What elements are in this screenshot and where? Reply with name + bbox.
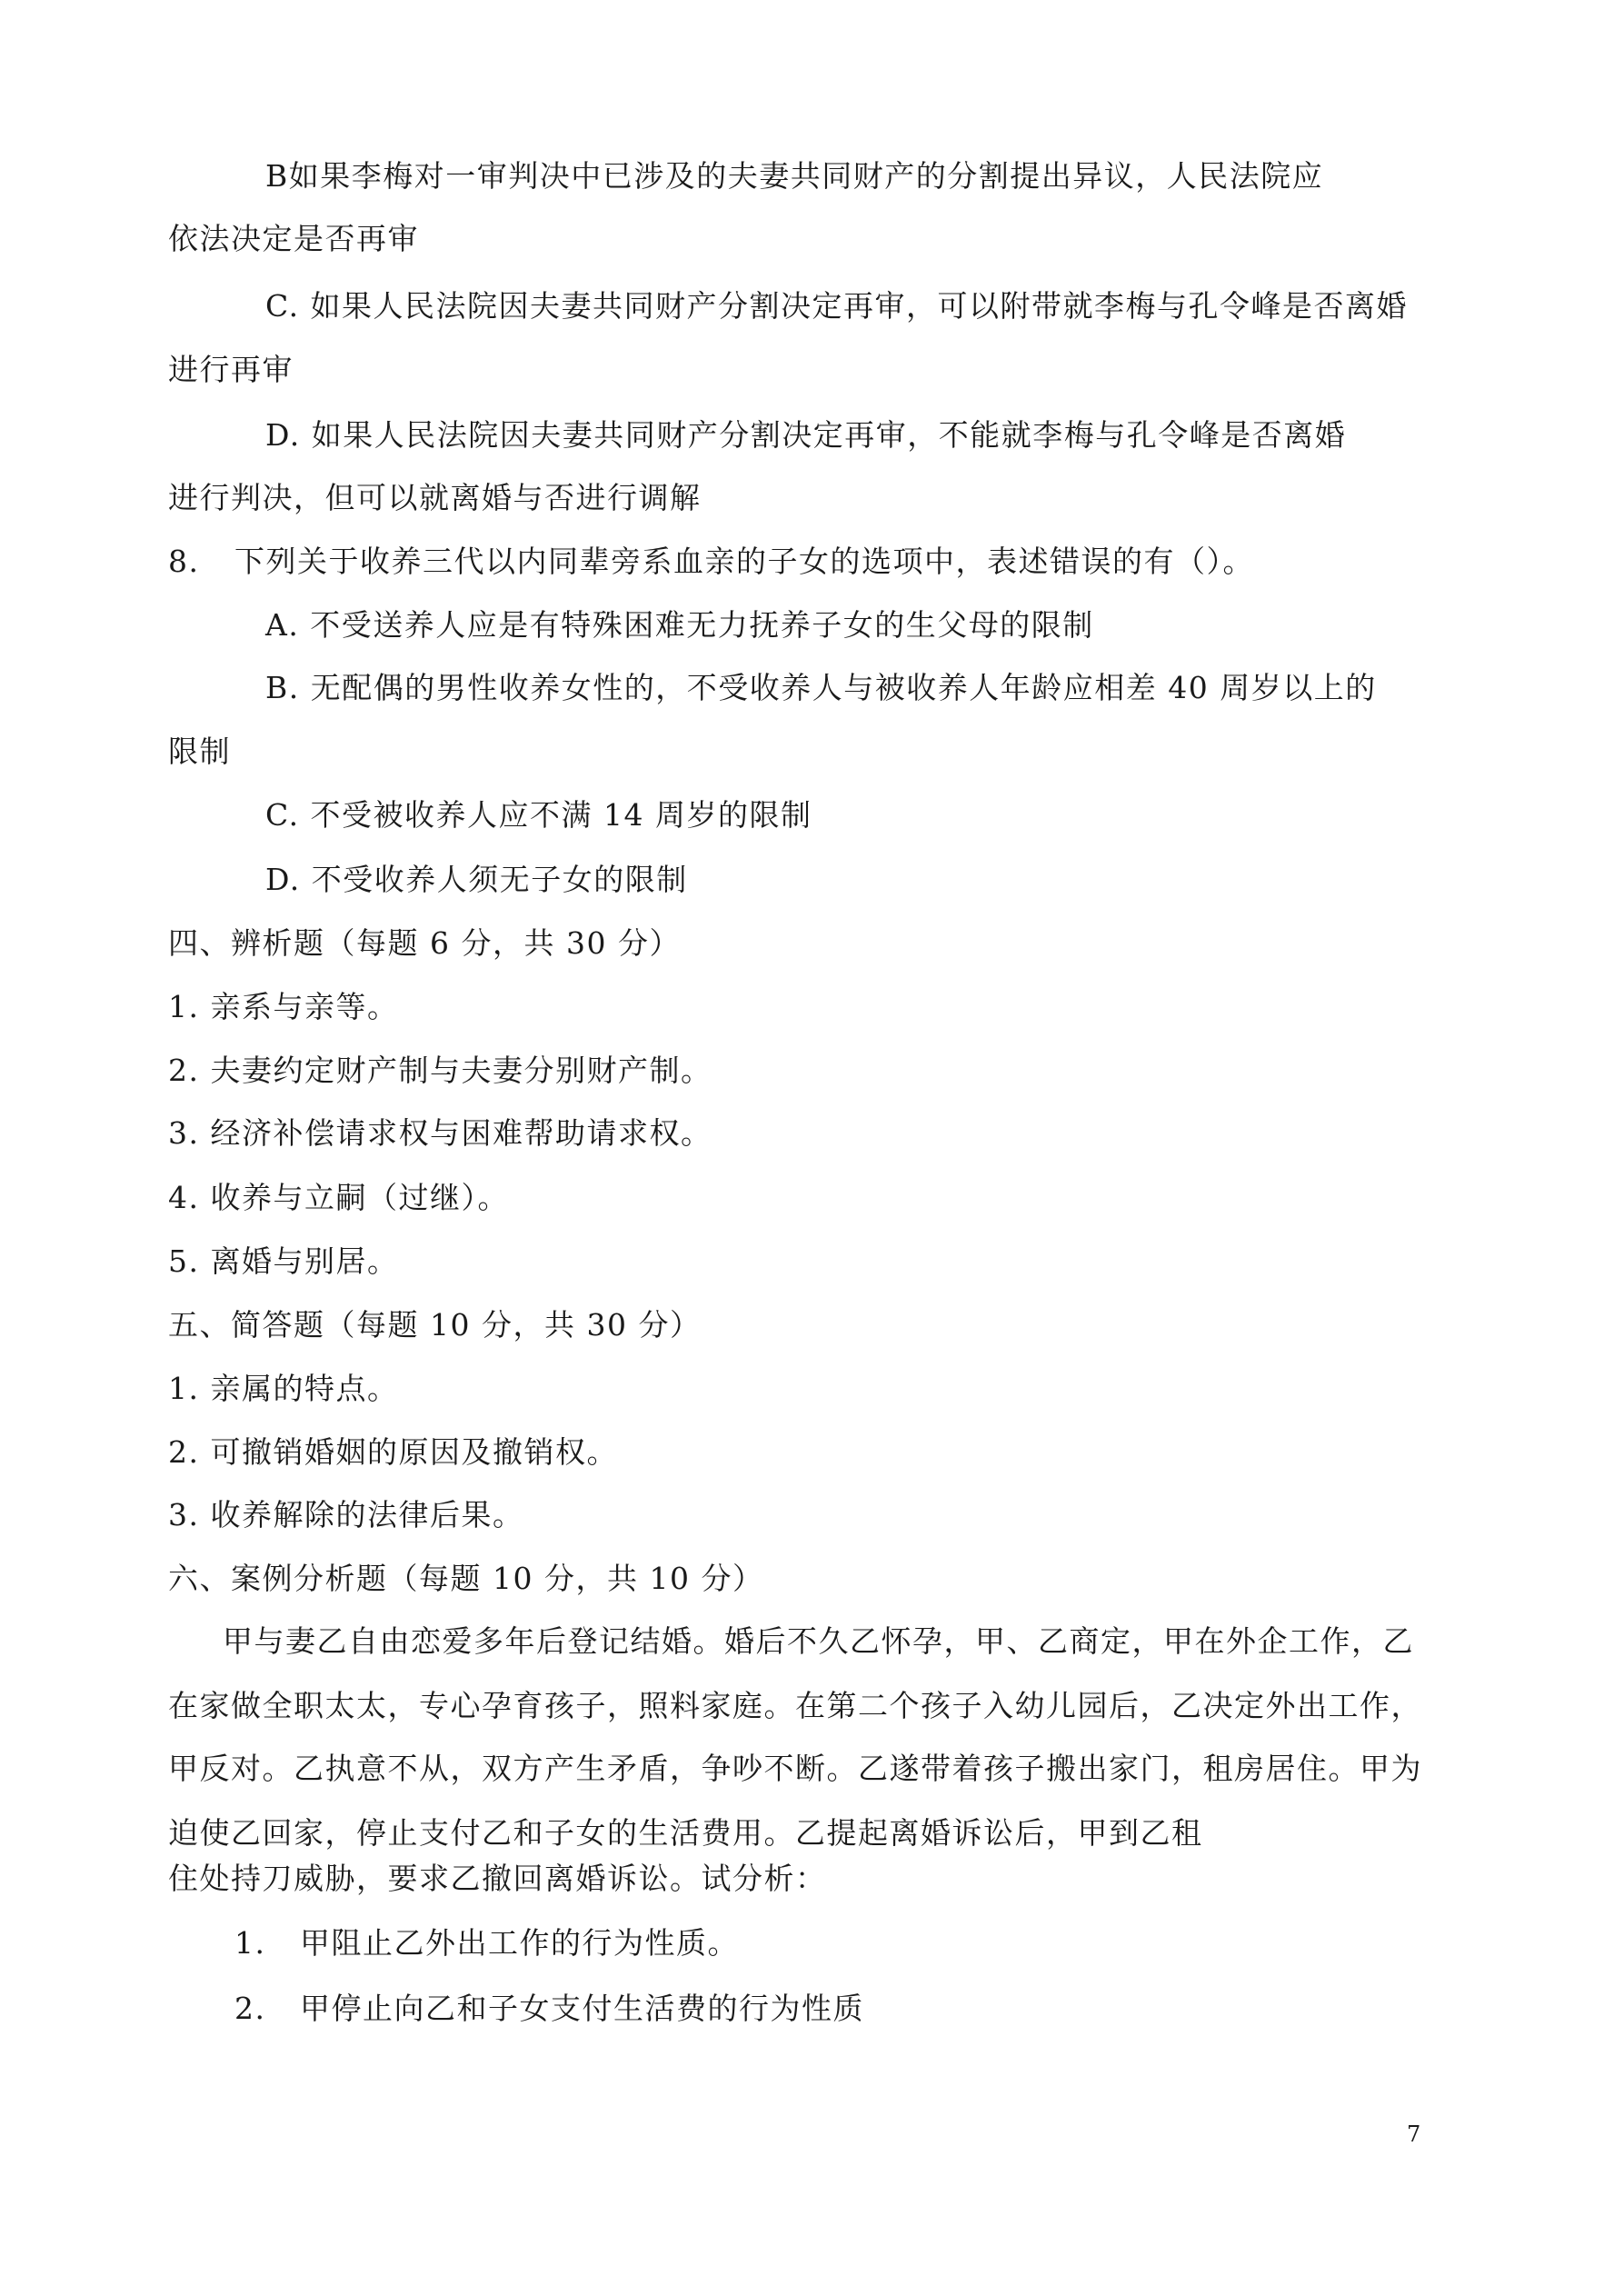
section4-item: 5. 离婚与别居。 — [168, 1243, 399, 1279]
section6-heading: 六、案例分析题（每题 10 分，共 10 分） — [168, 1561, 764, 1596]
page-number: 7 — [1407, 2121, 1421, 2147]
section4-item: 4. 收养与立嗣（过继）。 — [168, 1180, 509, 1215]
q7-option-d-line1: D. 如果人民法院因夫妻共同财产分割决定再审，不能就李梅与孔令峰是否离婚 — [265, 417, 1347, 453]
q7-option-b-line1: B如果李梅对一审判决中已涉及的夫妻共同财产的分割提出异议，人民法院应 — [265, 158, 1324, 194]
section5-heading: 五、简答题（每题 10 分，共 30 分） — [168, 1307, 702, 1343]
case-text-line: 甲与妻乙自由恋爱多年后登记结婚。婚后不久乙怀孕，甲、乙商定，甲在外企工作，乙 — [223, 1623, 1414, 1659]
case-text-line: 住处持刀威胁，要求乙撤回离婚诉讼。试分析： — [168, 1861, 827, 1896]
section4-item: 2. 夫妻约定财产制与夫妻分别财产制。 — [168, 1053, 712, 1088]
case-question-text: 甲停止向乙和子女支付生活费的行为性质 — [300, 1991, 864, 2026]
section4-item: 1. 亲系与亲等。 — [168, 989, 399, 1024]
q7-option-d-line2: 进行判决，但可以就离婚与否进行调解 — [168, 480, 702, 515]
q8-number: 8. — [168, 544, 200, 579]
case-text-line: 在家做全职太太，专心孕育孩子，照料家庭。在第二个孩子入幼儿园后，乙决定外出工作， — [168, 1688, 1422, 1723]
q8-option-d: D. 不受收养人须无子女的限制 — [265, 862, 688, 897]
section5-item: 1. 亲属的特点。 — [168, 1371, 399, 1406]
q8-option-a: A. 不受送养人应是有特殊困难无力抚养子女的生父母的限制 — [265, 607, 1094, 643]
q8-option-b-line2: 限制 — [168, 734, 231, 769]
case-text-line: 迫使乙回家，停止支付乙和子女的生活费用。乙提起离婚诉讼后，甲到乙租 — [168, 1815, 1203, 1851]
q8-option-b-line1: B. 无配偶的男性收养女性的，不受收养人与被收养人年龄应相差 40 周岁以上的 — [265, 670, 1377, 705]
q7-option-b-line2: 依法决定是否再审 — [168, 221, 419, 256]
q7-option-c-line2: 进行再审 — [168, 352, 294, 387]
section5-item: 3. 收养解除的法律后果。 — [168, 1497, 524, 1532]
case-question-text: 甲阻止乙外出工作的行为性质。 — [300, 1925, 739, 1961]
section4-heading: 四、辨析题（每题 6 分，共 30 分） — [168, 925, 681, 961]
section5-item: 2. 可撤销婚姻的原因及撤销权。 — [168, 1434, 618, 1470]
case-text-line: 甲反对。乙执意不从，双方产生矛盾，争吵不断。乙遂带着孩子搬出家门，租房居住。甲为 — [168, 1751, 1422, 1786]
q8-stem: 下列关于收养三代以内同辈旁系血亲的子女的选项中，表述错误的有（）。 — [234, 544, 1254, 579]
section4-item: 3. 经济补偿请求权与困难帮助请求权。 — [168, 1115, 712, 1151]
q7-option-c-line1: C. 如果人民法院因夫妻共同财产分割决定再审，可以附带就李梅与孔令峰是否离婚 — [265, 288, 1409, 324]
case-question-number: 2. — [234, 1991, 266, 2026]
q8-option-c: C. 不受被收养人应不满 14 周岁的限制 — [265, 797, 812, 833]
case-question-number: 1. — [234, 1925, 266, 1961]
